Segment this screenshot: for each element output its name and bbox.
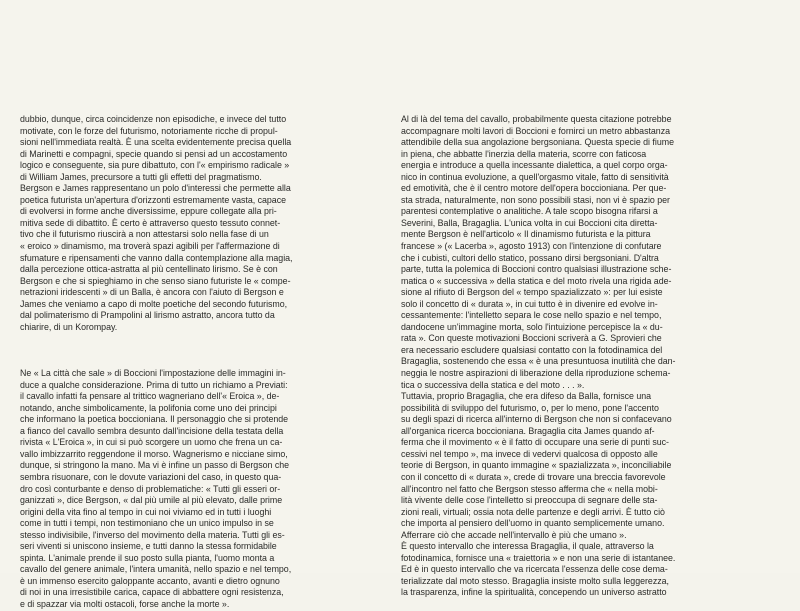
- paragraph-gap: [20, 345, 391, 357]
- left-paragraph-1: [20, 114, 391, 333]
- text-line: ed emotività, che è il centro motore dell'opera boccioniana. Per que-: [401, 183, 667, 194]
- text-line: era necessario escludere qualsiasi contatto con la fotodinamica del: [401, 344, 663, 355]
- text-line: Severini, Balla, Bragaglia. L'unica volta in cui Boccioni cita diretta-: [401, 217, 658, 228]
- right-paragraph-3: [401, 541, 772, 599]
- text-line: dunque, si stringono la mano. Ma vi è infine un passo di Bergson che: [20, 460, 290, 471]
- text-line: dro così conturbante e denso di problematiche: « Tutti gli esseri or-: [20, 483, 281, 494]
- right-text-column: [401, 114, 772, 599]
- text-line: Bergson e James rappresentano un polo d'interessi che permette alla: [20, 183, 291, 194]
- text-line: sembra risuonare, con le dovute variazioni del caso, in questo qua-: [20, 471, 282, 482]
- text-line: sfumature e ripensamenti che vanno dalla contemplazione alla magia,: [20, 252, 293, 263]
- text-line: poetica futurista un'apertura d'orizzonti estremamente vasta, capace: [20, 194, 287, 205]
- text-line: Bragaglia, sostenendo che essa « è una presuntuosa inutilità che dan-: [401, 356, 676, 367]
- text-line: francese » (« Lacerba », agosto 1913) con l'intenzione di confutare: [401, 241, 662, 252]
- text-line: in piena, che abbatte l'inerzia della materia, scorre con faticosa: [401, 148, 647, 159]
- left-paragraph-2: [20, 368, 391, 610]
- text-line: dandocene un'immagine morta, solo l'intuizione percepisce la « du-: [401, 321, 663, 332]
- paragraph-gap: [20, 356, 391, 368]
- text-line: James che veniamo a capo di molte poetiche del secondo futurismo,: [20, 298, 288, 309]
- text-line: Ne « La città che sale » di Boccioni l'impostazione delle immagini in-: [20, 368, 286, 379]
- text-line: È questo intervallo che interessa Bragaglia, il quale, attraverso la: [401, 541, 654, 552]
- text-line: sioni nell'immediata realtà. È una scelta evidentemente precisa quella: [20, 137, 292, 148]
- text-line: vallo imbizzarrito reggendone il morso. Wagnerismo e nicciane simo,: [20, 448, 288, 459]
- text-line: la trasparenza, infine la spiritualità, concependo un universo astratto: [401, 587, 667, 598]
- text-line: spinta. L'animale prende il suo posto sulla pianta, l'uomo monta a: [20, 552, 275, 563]
- text-line: Tuttavia, proprio Bragaglia, che era difeso da Balla, fornisce una: [401, 391, 652, 402]
- text-line: di evolversi in forme anche diversissime, eppure collegate alla pri-: [20, 206, 277, 217]
- left-text-column: [20, 114, 391, 611]
- text-line: che i cubisti, cultori dello statico, possano dirsi bergsoniani. D'altra: [401, 252, 659, 263]
- text-line: rata ». Con queste motivazioni Boccioni scriverà a G. Sprovieri che: [401, 333, 662, 344]
- text-line: attendibile della sua angolazione bergsoniana. Questa specie di fiume: [401, 137, 674, 148]
- text-line: con il concetto di « durata », crede di trovare una breccia favorevole: [401, 471, 666, 482]
- text-line: di Marinetti e compagni, specie quando si pensi ad un accostamento: [20, 148, 288, 159]
- paragraph-gap: [20, 333, 391, 345]
- text-line: tica o successiva della statica e del moto . . . ».: [401, 379, 585, 390]
- text-line: parentesi contemplative o analitiche. A tale scopo bisogna rifarsi a: [401, 206, 658, 217]
- text-line: dal polimaterismo di Prampolini al lirismo astratto, ancora tutto da: [20, 310, 275, 321]
- text-line: cavallo del genere animale, l'intera umanità, nello spazio e nel tempo,: [20, 564, 292, 575]
- text-line: ferma che il movimento « è il fatto di occupare una serie di punti suc-: [401, 437, 669, 448]
- text-line: dubbio, dunque, circa coincidenze non episodiche, e invece del tutto: [20, 114, 287, 124]
- text-line: tivo che il futurismo riuscirà a non attestarsi solo nella fase di un: [20, 229, 269, 240]
- text-line: è un immenso esercito galoppante accanto, avanti e dietro ognuno: [20, 575, 280, 586]
- text-line: rivista « L'Eroica », in cui si può scorgere un uomo che frena un ca-: [20, 437, 283, 448]
- text-line: stesso indivisibile, l'inverso del movimento della materia. Tutti gli es-: [20, 529, 285, 540]
- text-line: origini della vita fino al tempo in cui noi viviamo ed in tutti i luoghi: [20, 506, 272, 517]
- text-line: Afferrare ciò che accade nell'intervallo è più che umano ».: [401, 529, 627, 540]
- text-line: lità vivente delle cose l'intelletto si preoccupa di segnare delle sta-: [401, 495, 658, 506]
- text-line: all'incontro nel fatto che Bergson stesso afferma che « nella mobi-: [401, 483, 658, 494]
- text-line: seri viventi si uniscono insieme, e tutti danno la stessa formidabile: [20, 541, 277, 552]
- text-line: accompagnare molti lavori di Boccioni e fornirci un metro abbastanza: [401, 125, 671, 136]
- text-line: su degli spazi di ricerca all'interno di Bergson che non si confacevano: [401, 414, 672, 425]
- text-line: Bergson e che si spieghiamo in che senso siano futuriste le « compe-: [20, 275, 291, 286]
- text-line: « eroico » dinamismo, ma troverà spazi agibili per l'affermazione di: [20, 241, 280, 252]
- text-line: sta strada, naturalmente, non sono possibili stasi, non vi è spazio per: [401, 194, 670, 205]
- text-line: sione al rifiuto di Bergson del « tempo spazializzato »: per lui esiste: [401, 287, 663, 298]
- text-line: a fianco del cavallo sembra desunto dall'incisione della testata della: [20, 425, 284, 436]
- text-line: motivate, con le forze del futurismo, notoriamente ricche di propul-: [20, 125, 278, 136]
- text-line: chiarire, di un Korompay.: [20, 321, 118, 332]
- text-line: all'organica ricerca boccioniana. Bragaglia cita James quando af-: [401, 425, 655, 436]
- text-line: mente Bergson è nell'articolo « Il dinamismo futurista e la pittura: [401, 229, 651, 240]
- text-line: netrazioni iridescenti » di un Balla, è ancora con l'aiuto di Bergson e: [20, 287, 284, 298]
- text-line: possibilità di sviluppo del futurismo, o, per lo meno, pone l'accento: [401, 402, 659, 413]
- text-line: cessivi nel tempo », ma invece di vedervi qualcosa di opposto alle: [401, 448, 658, 459]
- text-line: e di spazzar via molti ostacoli, forse anche la morte ».: [20, 598, 230, 609]
- text-line: notando, anche simbolicamente, la polifonia come uno dei principi: [20, 402, 277, 413]
- text-line: di William James, precursore a tutti gli effetti del pragmatismo.: [20, 171, 262, 182]
- text-line: matica o « successiva » della statica e del moto rivela una rigida ade-: [401, 275, 672, 286]
- text-line: il cavallo infatti fa pensare al trittico wagneriano dell'« Eroica », de-: [20, 391, 280, 402]
- text-line: fotodinamica, fornisce una « traiettoria » e non una serie di istantanee.: [401, 552, 676, 563]
- text-line: solo il concetto di « durata », in cui tutto è in divenire ed evolve in-: [401, 298, 658, 309]
- right-paragraph-2: [401, 391, 772, 541]
- text-line: logico e conseguente, sia pure dibattuto, con l'« empirismo radicale »: [20, 160, 290, 171]
- text-line: che importa al pensiero dell'uomo in quanto semplicemente umano.: [401, 518, 665, 529]
- text-line: dalla percezione ottica-astratta al più centellinato lirismo. Se è con: [20, 264, 278, 275]
- text-line: neggia le nostre aspirazioni di liberazione della riproduzione schema-: [401, 368, 671, 379]
- right-paragraph-1: [401, 114, 772, 391]
- text-line: Al di là del tema del cavallo, probabilmente questa citazione potrebbe: [401, 114, 672, 124]
- text-line: energia e introduce a quella incessante dialettica, a quel corpo orga-: [401, 160, 668, 171]
- text-line: di noi in una irresistibile carica, capace di abbattere ogni resistenza,: [20, 587, 284, 598]
- text-line: mitiva sede di dibattito. È certo è attraverso questo tessuto connet-: [20, 217, 281, 228]
- text-line: duce a qualche considerazione. Prima di tutto un richiamo a Previati:: [20, 379, 288, 390]
- text-line: che informano la poetica boccioniana. Il personaggio che si protende: [20, 414, 289, 425]
- text-line: ganizzati », dice Bergson, « dal più umile al più elevato, dalle prime: [20, 495, 283, 506]
- text-line: zioni reali, virtuali; ossia nota delle partenze e degli arrivi. È tutto ciò: [401, 506, 665, 517]
- text-line: cessantemente: l'intelletto separa le cose nello spazio e nel tempo,: [401, 310, 662, 321]
- text-line: terializzate dal moto stesso. Bragaglia insiste molto sulla leggerezza,: [401, 575, 669, 586]
- text-line: teorie di Bergson, in quanto immagine « spazializzata », inconciliabile: [401, 460, 672, 471]
- text-line: Ed è in questo intervallo che va ricercata l'essenza delle cose dema-: [401, 564, 668, 575]
- text-line: come in tutti i tempi, non testimoniano che un unico impulso in se: [20, 518, 274, 529]
- text-line: parte, tutta la polemica di Boccioni contro qualsiasi illustrazione sche-: [401, 264, 672, 275]
- text-line: nico in continua evoluzione, a quell'orgasmo vitale, fatto di sensitività: [401, 171, 669, 182]
